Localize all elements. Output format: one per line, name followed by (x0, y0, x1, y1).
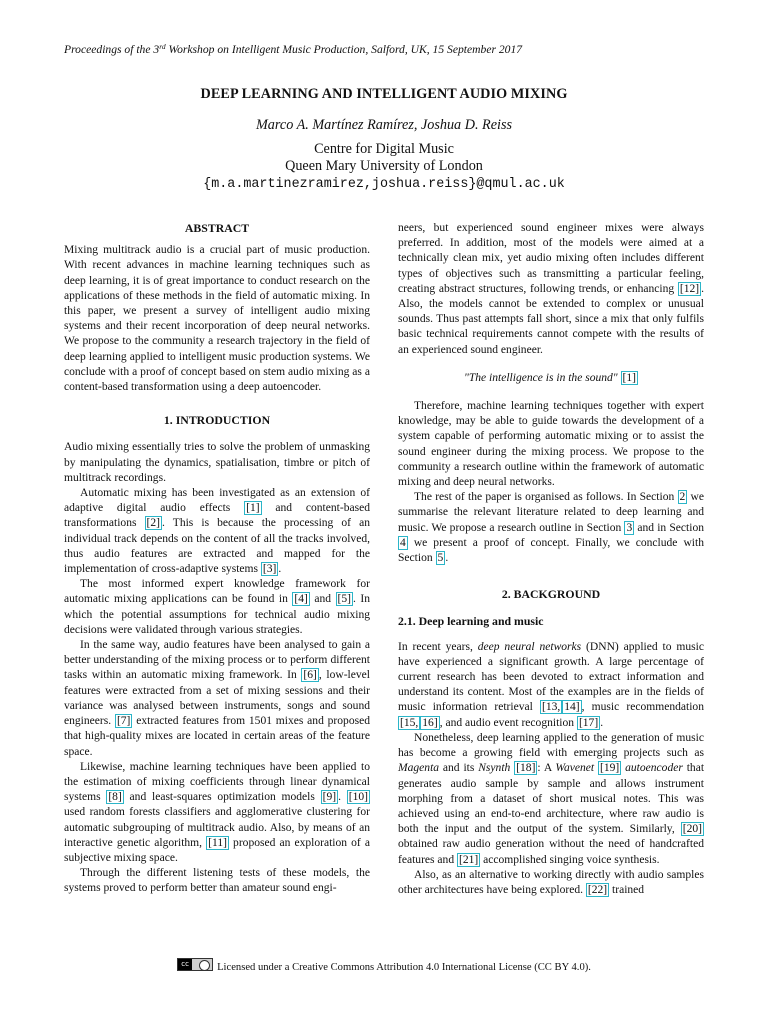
citation-link[interactable]: [2] (146, 517, 161, 530)
citation-link[interactable]: 14] (564, 701, 580, 714)
text-span: . This is because the processing of an individual track depends on the content of all the tracks involved, thus audio features are extracted and mapped for the implementation of cross-adaptive systems (64, 517, 370, 576)
text-span: extracted features from 1501 mixes and proposed that high-quality mixes are located in certain areas of the feature space. (64, 715, 370, 758)
text-span: . In which the potential assumptions for technical audio mixing decisions were validated through various strategies. (64, 593, 370, 636)
citation-link[interactable]: [22] (587, 883, 608, 896)
emphasis-text: Magenta (398, 762, 440, 775)
citation-link[interactable]: [4] (294, 593, 308, 606)
citation-link[interactable]: [7] (116, 715, 131, 728)
running-header-text: Proceedings of the 3 (64, 43, 160, 56)
emphasis-text: autoencoder (625, 762, 683, 775)
intro-paragraph-7: Therefore, machine learning techniques together with expert knowledge, may be able to guide towards the development of a system capable of performing automatic mixing or to assist the sound engineer during the mixing process. We propose to the community a research outline within the framework of automatic mixing and deep neural networks. (398, 400, 704, 489)
text-span: that generates audio sample by sample and allows instrument morphing from a dataset of short musical notes. This was achieved using an end-to-end architecture, where raw audio is both the input and the output of the system. Similarly, (398, 762, 705, 836)
cc-by-license-icon (177, 958, 213, 971)
citation-link[interactable]: [1] (622, 371, 637, 384)
citation-link[interactable]: [6] (303, 669, 317, 682)
citation-link[interactable]: [10] (348, 791, 368, 804)
affiliation-line-1: Centre for Digital Music (314, 141, 454, 157)
section-link[interactable]: 5 (437, 552, 444, 565)
citation-link[interactable]: [19] (600, 762, 620, 775)
text-span: trained (609, 883, 645, 896)
text-span: Also, as an alternative to working directly with audio samples other architectures have being explored. (398, 868, 704, 896)
text-span: Automatic mixing has been investigated as an extension of adaptive digital audio effects (64, 487, 370, 515)
background-paragraph-2 (398, 731, 704, 868)
citation-link[interactable]: [17] (578, 716, 599, 729)
background-heading: 2. BACKGROUND (501, 587, 601, 602)
citation-link[interactable]: [15, (400, 716, 419, 729)
citation-link[interactable]: [9] (322, 791, 337, 804)
author-emails (0, 175, 768, 192)
running-header-text-rest: Workshop on Intelligent Music Production, Salford, UK, 15 September 2017 (165, 43, 523, 56)
citation-link[interactable]: [11] (208, 836, 227, 849)
text-span: The rest of the paper is organised as follows. In Section (414, 491, 678, 504)
intro-paragraph-5 (64, 760, 370, 866)
section-link[interactable]: 2 (679, 491, 686, 504)
citation-link[interactable]: [1] (246, 502, 260, 515)
text-span: : A (537, 762, 556, 775)
running-header (64, 43, 704, 56)
text-span: (DNN) applied to music have experienced a significant growth. A large percentage of current research has been devoted to extract information and understand its content. Most of the examples are in the fields of music information retrieval (398, 640, 704, 714)
text-span: we present a proof of concept. Finally, we conclude with Section (398, 536, 704, 565)
background-paragraph-3 (398, 868, 704, 898)
text-span: . (278, 563, 282, 576)
right-column (398, 221, 704, 898)
citation-link[interactable]: [20] (682, 823, 702, 836)
text-span: and content-based transformations (64, 502, 370, 530)
text-span: and least-squares optimization models (123, 791, 321, 804)
intro-paragraph-8 (398, 490, 704, 566)
text-span: In the same way, audio features have been analysed to gain a better understanding of the mixing process or to perform different tasks within an automatic mixing framework. In (64, 639, 370, 682)
text-span: . Also, the models cannot be extended to complex or unusual sounds. Thus past attempts fall short, since a mix that only fulfils basic technical requirements cannot compete with the results of an experienced sound engineer. (398, 282, 704, 356)
text-span: neers, but experienced sound engineer mixes were always preferred. In addition, most of the models were aimed at a technically clean mix, yet audio mixing often includes different types of objectives such as transmitting a particular feeling, creating abstract structures, following trends, or enhancing (398, 222, 704, 295)
intro-paragraph-1: Audio mixing essentially tries to solve the problem of unmasking by manipulating the dynamics, spatialisation, timbre or pitch of multitrack recordings. (64, 441, 370, 484)
text-span: . (338, 791, 347, 804)
quote-text: "The intelligence is in the sound" (463, 371, 621, 384)
citation-link[interactable]: [13, (541, 701, 561, 714)
emphasis-text: deep neural networks (477, 640, 582, 653)
intro-paragraph-3 (64, 577, 370, 638)
paper-title: DEEP LEARNING AND INTELLIGENT AUDIO MIXING (200, 86, 568, 102)
text-span: obtained raw audio generation without the need of handcrafted features and (398, 838, 704, 866)
text-span: , low-level features were extracted from a set of mixing sessions and their variance was analysed between instruments, songs and sound engineers. (64, 669, 370, 728)
text-span: . (600, 716, 604, 729)
subsection-heading: 2.1. Deep learning and music (398, 614, 544, 629)
citation-link[interactable]: [21] (459, 853, 479, 866)
text-span: , music recommendation (581, 701, 704, 714)
text-span: and (309, 593, 336, 606)
text-span: proposed an exploration of a subjective mixing space. (64, 836, 370, 864)
text-span: Likewise, machine learning techniques have been applied to the estimation of mixing coefficients through linear dynamical systems (64, 760, 370, 804)
text-span: In recent years, (398, 640, 478, 653)
emphasis-text: Wavenet (555, 762, 595, 775)
text-span: and in Section (634, 521, 704, 534)
text-span: we summarise the relevant literature related to deep learning and music. We propose a research outline in Section (398, 491, 704, 534)
text-span: and its (439, 762, 479, 775)
intro-paragraph-continued (398, 221, 704, 358)
citation-link[interactable]: [5] (337, 593, 351, 606)
paper-authors: Marco A. Martínez Ramírez, Joshua D. Reiss (255, 117, 512, 133)
citation-link[interactable]: [12] (679, 282, 700, 295)
by-badge-icon (199, 960, 210, 971)
cc-badge-text: cc (178, 959, 192, 970)
left-column (64, 221, 370, 897)
text-span: Nonetheless, deep learning applied to the generation of music has become a growing field with emerging projects such as (398, 731, 704, 760)
section-link[interactable]: 3 (626, 521, 633, 534)
pull-quote (398, 371, 704, 386)
intro-paragraph-4 (64, 638, 370, 760)
author-email-text: {m.a.martinezramirez,joshua.reiss}@qmul.ac.uk (203, 177, 565, 192)
citation-link[interactable]: [8] (108, 791, 122, 804)
license-text: Licensed under a Creative Commons Attribution 4.0 International License (CC BY 4.0). (217, 962, 591, 973)
license-footer (0, 958, 768, 973)
running-header-superscript: rd (159, 42, 166, 51)
abstract-heading: ABSTRACT (184, 221, 250, 235)
affiliation-line-2: Queen Mary University of London (285, 158, 483, 174)
abstract-text: Mixing multitrack audio is a crucial part of music production. With recent advances in machine learning techniques such as deep learning, it is of great importance to conduct research on the applications of these methods in the field of automatic mixing. In this paper, we present a survey of intelligent audio mixing systems and their recent incorporation of deep neural networks. We propose to the community a research trajectory in the field of deep learning applied to intelligent music production systems. We conclude with a proof of concept based on stem audio mixing as a content-based transformation using a deep autoencoder. (64, 244, 370, 394)
text-span: . (445, 552, 449, 565)
citation-link[interactable]: [18] (516, 762, 536, 775)
text-span: accomplished singing voice synthesis. (480, 853, 660, 866)
text-span: used random forests classifiers and agglomerative clustering for automatic subgrouping of multitrack audio. Also, by means of an interactive genetic algorithm, (64, 806, 370, 849)
citation-link[interactable]: [3] (262, 563, 277, 576)
text-span: , and audio event recognition (439, 716, 577, 729)
intro-paragraph-6: Through the different listening tests of these models, the systems proved to perform better than amateur sound engi- (64, 867, 370, 895)
section-link[interactable]: 4 (400, 536, 406, 549)
text-span: The most informed expert knowledge framework for automatic mixing applications can be found in (64, 578, 370, 606)
background-paragraph-1 (398, 640, 704, 731)
intro-paragraph-2 (64, 486, 370, 577)
citation-link[interactable]: 16] (422, 716, 438, 729)
introduction-heading: 1. INTRODUCTION (163, 413, 271, 428)
emphasis-text: Nsynth (478, 762, 511, 775)
